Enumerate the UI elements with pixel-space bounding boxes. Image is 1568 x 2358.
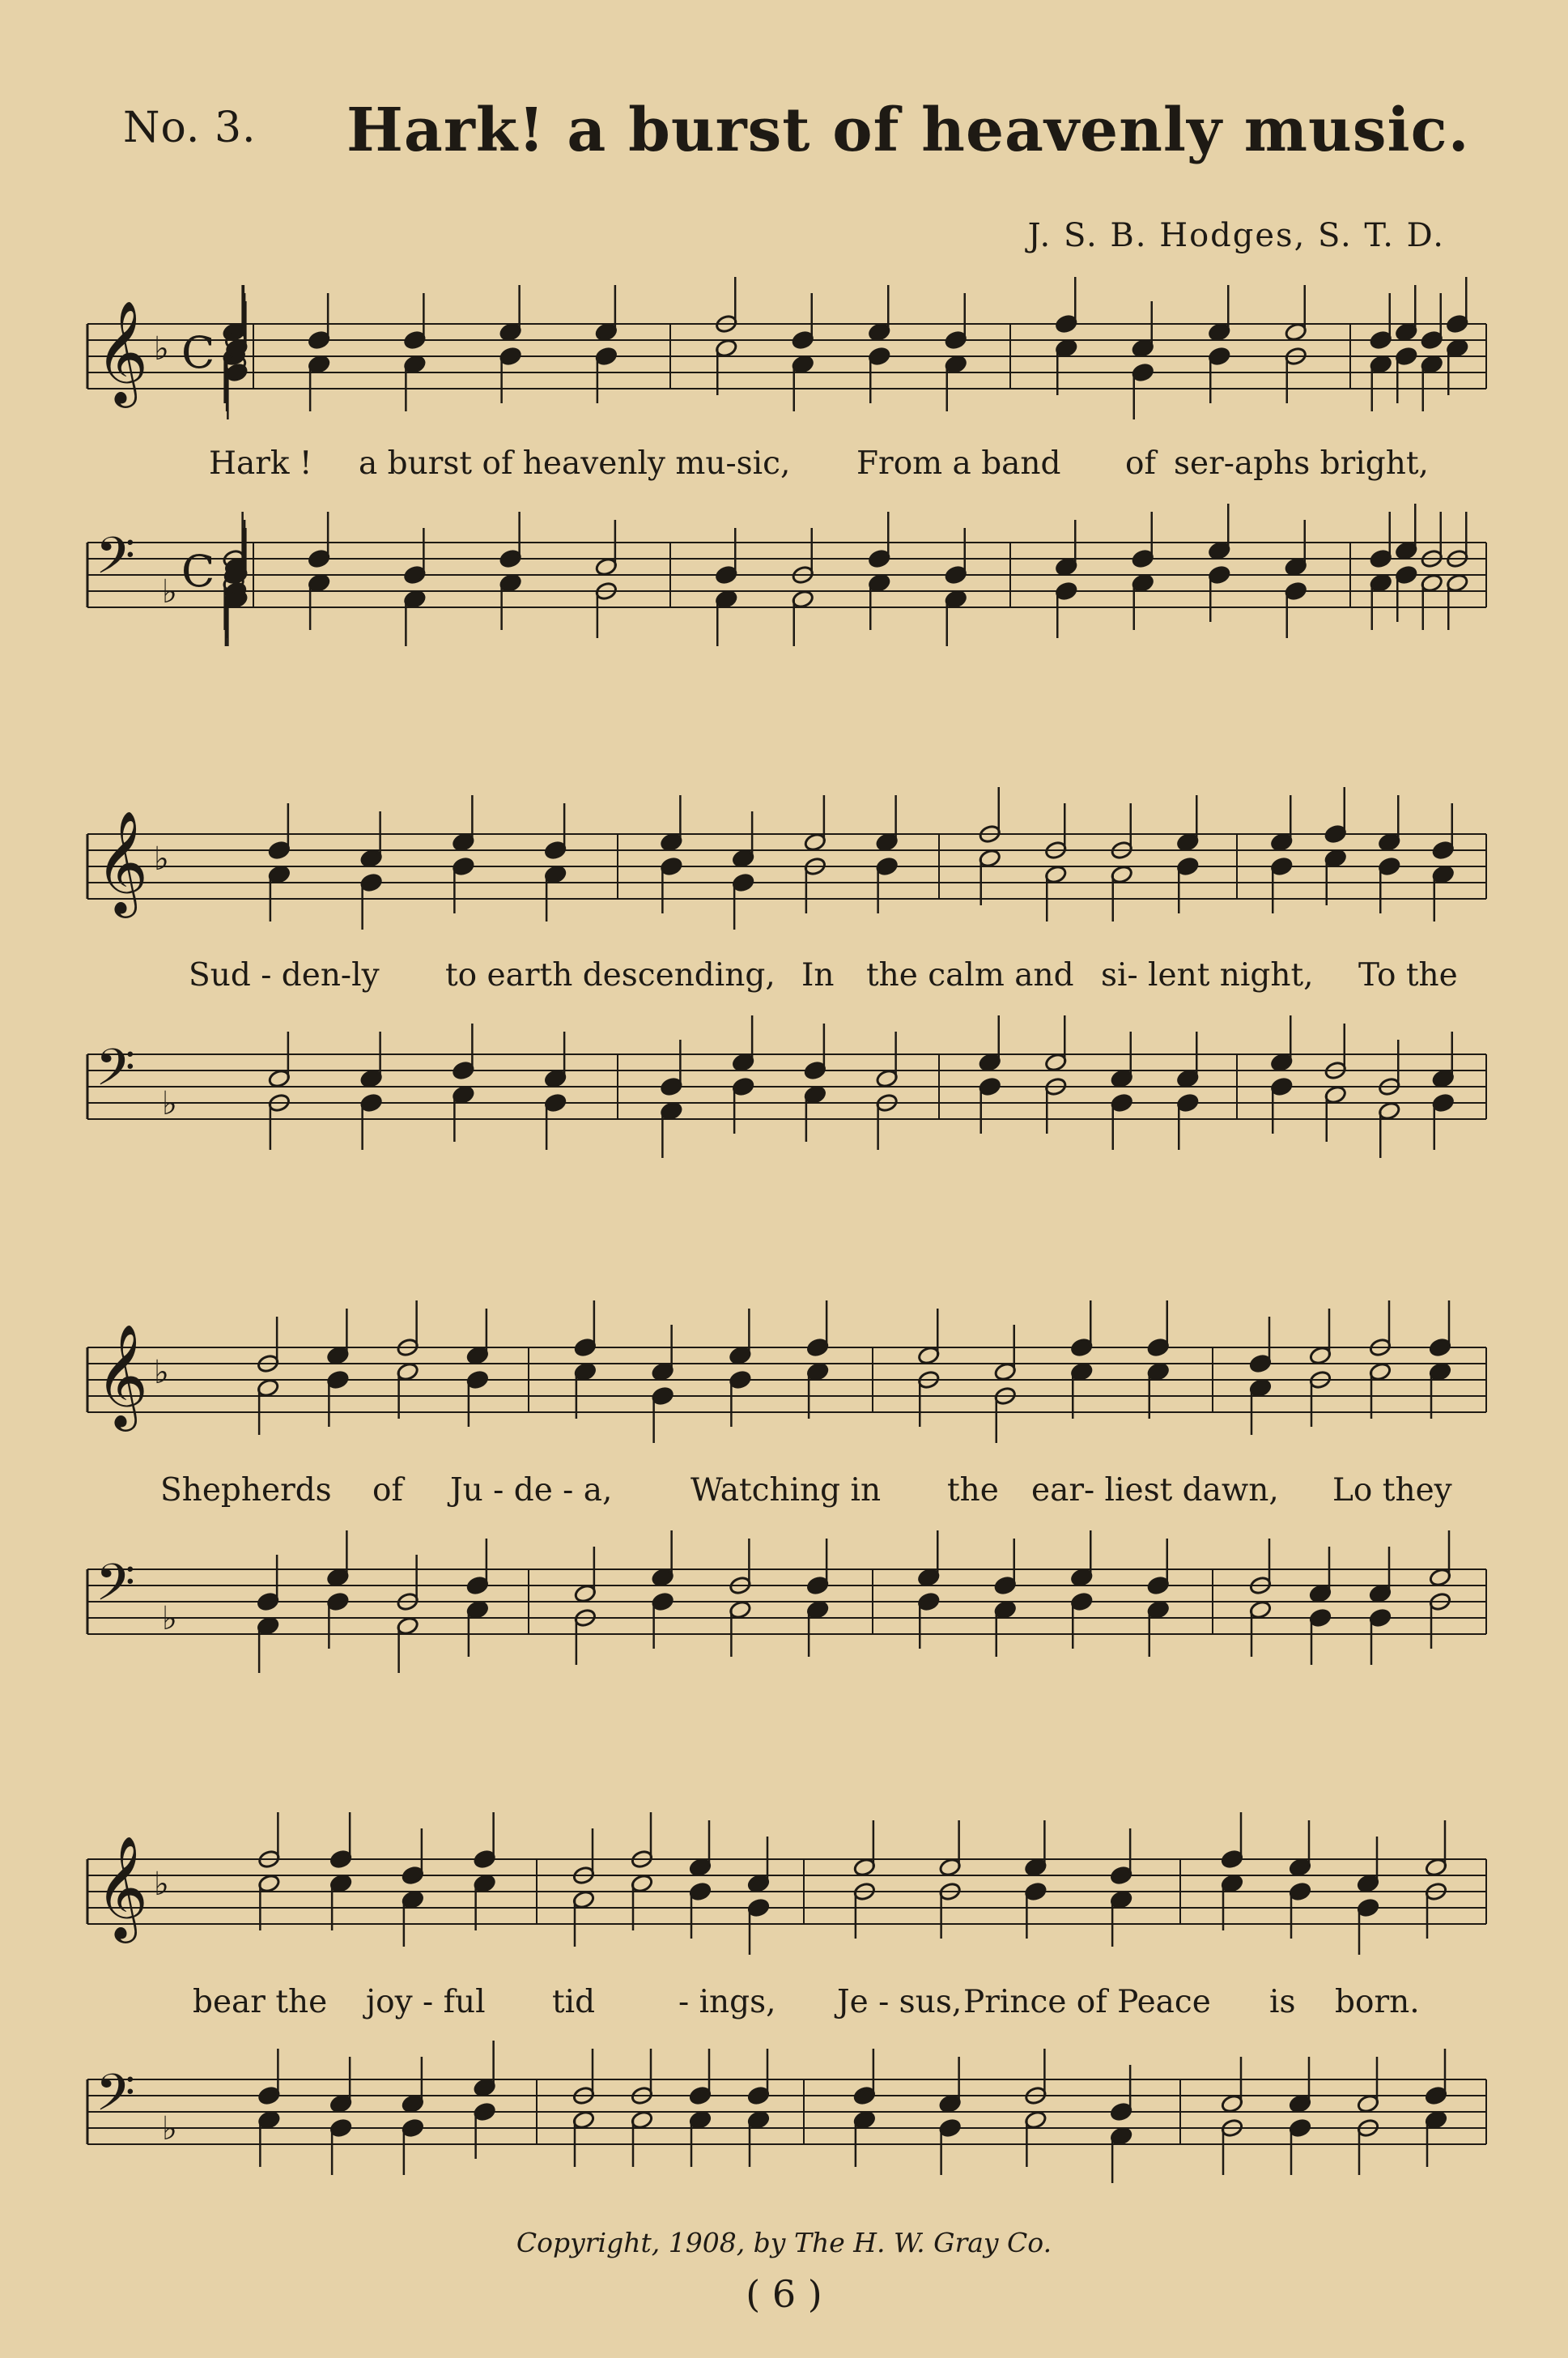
composer-credit: J. S. B. Hodges, S. T. D.	[1027, 217, 1445, 254]
lyric-syllable: born.	[1335, 1984, 1420, 2020]
lyric-syllable: Lo they	[1332, 1472, 1452, 1509]
lyrics-line-4	[87, 1984, 1488, 2032]
lyric-syllable: is	[1269, 1984, 1296, 2020]
flat-key-signature: ♭	[154, 1354, 169, 1391]
flat-key-signature: ♭	[154, 330, 169, 368]
lyric-syllable: Je - sus,	[837, 1984, 962, 2020]
lyric-syllable: In	[801, 957, 835, 994]
lyric-syllable: Watching in	[691, 1472, 882, 1509]
lyric-syllable: From a band	[856, 445, 1061, 482]
lyric-syllable: joy - ful	[366, 1984, 486, 2020]
lyric-syllable: - ings,	[678, 1984, 776, 2020]
treble-clef: 𝄞	[96, 1835, 149, 1939]
flat-key-signature: ♭	[154, 841, 169, 878]
bass-clef: 𝄢	[96, 2062, 135, 2135]
treble-clef: 𝄞	[96, 1323, 149, 1427]
lyric-syllable: the	[947, 1472, 999, 1509]
bass-clef: 𝄢	[96, 1037, 135, 1109]
treble-clef: 𝄞	[96, 300, 149, 403]
lyric-syllable: to earth descending,	[445, 957, 776, 994]
lyric-syllable: a burst of heavenly mu-sic,	[359, 445, 791, 482]
common-time-signature: C	[181, 327, 215, 378]
lyrics-line-2	[87, 957, 1488, 1006]
lyric-syllable: To the	[1358, 957, 1458, 994]
lyric-syllable: Sud - den-ly	[189, 957, 380, 994]
lyric-syllable: ear- liest dawn,	[1031, 1472, 1279, 1509]
treble-staff-2	[87, 802, 1488, 939]
common-time-signature: C	[181, 546, 215, 597]
copyright-notice: Copyright, 1908, by The H. W. Gray Co.	[516, 2227, 1052, 2258]
page-number: ( 6 )	[746, 2272, 822, 2316]
flat-key-signature: ♭	[154, 1866, 169, 1903]
treble-staff-3	[87, 1315, 1488, 1453]
bass-clef: 𝄢	[96, 526, 135, 598]
lyric-syllable: Shepherds	[160, 1472, 332, 1509]
bass-clef: 𝄢	[96, 1552, 135, 1624]
hymn-title: Hark! a burst of heavenly music.	[346, 96, 1470, 165]
lyrics-line-1	[87, 445, 1488, 494]
bass-staff-2	[87, 1022, 1488, 1160]
flat-key-signature: ♭	[162, 1600, 177, 1637]
lyric-syllable: bear the	[193, 1984, 328, 2020]
lyric-syllable: the calm and	[866, 957, 1074, 994]
flat-key-signature: ♭	[162, 2110, 177, 2147]
lyric-syllable: Prince of Peace	[963, 1984, 1211, 2020]
lyric-syllable: of	[1125, 445, 1156, 482]
flat-key-signature: ♭	[162, 573, 177, 611]
lyric-syllable: Ju - de - a,	[450, 1472, 613, 1509]
treble-staff-4	[87, 1827, 1488, 1964]
lyric-syllable: of	[372, 1472, 403, 1509]
treble-clef: 𝄞	[96, 810, 149, 913]
bass-staff-3	[87, 1537, 1488, 1675]
bass-staff-1	[87, 510, 1488, 648]
bass-staff-4	[87, 2047, 1488, 2185]
lyric-syllable: ser-aphs bright,	[1174, 445, 1429, 482]
lyric-syllable: tid	[552, 1984, 596, 2020]
hymn-number: No. 3.	[123, 104, 257, 152]
treble-staff-1	[87, 292, 1488, 429]
lyric-syllable: Hark !	[209, 445, 312, 482]
lyrics-line-3	[87, 1472, 1488, 1521]
lyric-syllable: si- lent night,	[1101, 957, 1314, 994]
flat-key-signature: ♭	[162, 1085, 177, 1122]
